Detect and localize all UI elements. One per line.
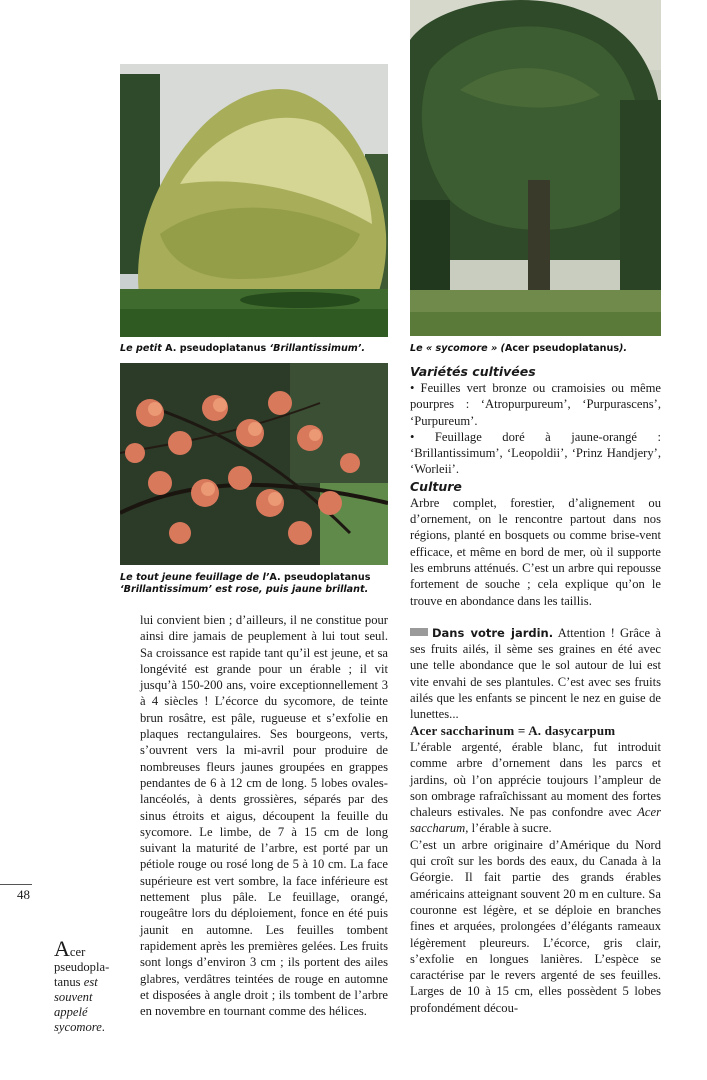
species-heading-saccharinum: Acer saccharinum = A. dasycarpum <box>410 722 616 738</box>
page-number: 48 <box>17 887 30 902</box>
varietes-heading: Variétés cultivées <box>410 364 536 379</box>
jardin-paragraph: Dans votre jardin. Attention ! Grâce à ses fruits ailés, il sème ses graines en été avec une telle abondance que le sol autour de lui est vite envahi de ses plantules. C’est avec ses fruits ailés que les enfants se pincent le nez en guise de lunettes... <box>410 625 661 722</box>
saccharinum-paragraph-1: L’érable argenté, érable blanc, fut introduit comme arbre d’ornement dans les parcs et jardins, où l’on apprécie toujours l’ampleur de son ombrage rafraîchissant au moment des fortes chaleurs estivales. Ne pas confondre avec Acer saccharum, l’érable à sucre. <box>410 739 661 836</box>
varietes-item-2: • Feuillage doré à jaune-orangé : ‘Brillantissimum’, ‘Leopoldii’, ‘Prinz Handjery’, ‘Worleii’. <box>410 429 661 477</box>
photo-sycomore-tree <box>410 0 661 336</box>
section-marker <box>410 628 428 636</box>
saccharinum-paragraph-2: C’est un arbre originaire d’Amérique du Nord qui croît sur les bords des eaux, du Canada à la Géorgie. Il fait partie des grands érables américains atteignant souvent 20 m en culture. Sa couronne est légère, et se déploie en branches fines et arquées, prolongées d’élégants rameaux légèrement pleureurs. L’écorce, gris clair, s’exfolie en longues lanières. L’espèce se caractérise par le revers argenté de ses feuilles. Larges de 10 à 15 cm, elles possèdent 5 lobes profondément décou- <box>410 837 661 1015</box>
middle-paragraph: lui convient bien ; d’ailleurs, il ne constitue pour ainsi dire jamais de peuplement à lui tout seul. Sa croissance est rapide tant qu’il est jeune, et sa longévité est grande pour un érable ; il vit jusqu’à 150-200 ans, voire exceptionnellement 3 à 4 siècles ! L’écorce du sycomore, de teinte brun rosâtre, est pâle, rugueuse et s’exfolie en plaques rectangulaires. Ses bourgeons, verts, s’ouvrent vers la mi-avril pour produire de nombreuses fleurs jaunes groupées en grappes pendantes de 6 à 12 cm de long. 5 lobes ovales-lancéolés, à dents grossières, séparés par des sinus étroits et aigus, découpent la feuille du sycomore. Le limbe, de 7 à 15 cm de long suivant la maturité de l’arbre, est porté par un pétiole rouge ou rosé long de 5 à 10 cm. La face supérieure est vert sombre, la face inférieure est nettement plus pâle. Le feuillage, orangé, rougeâtre lors du déploiement, fonce en été puis jaunit en automne. Les feuilles tombent rapidement après les premières gelées. Les fruits sont longs d’environ 3 cm ; ils portent des ailes glabres, verdâtres teintées de rouge en automne et disposées à angle droit ; ils tombent de l’arbre en novembre en tournant comme des hélices. <box>140 613 388 1019</box>
culture-heading: Culture <box>410 478 462 494</box>
right-column-text <box>410 363 661 1016</box>
photo-brillantissimum-tree <box>120 64 388 337</box>
varietes-item-1: • Feuilles vert bronze ou cramoisies ou même pourpres : ‘Atropurpureum’, ‘Purpurascens’, ‘Purpureum’. <box>410 381 661 428</box>
side-note: Acer pseudopla- tanus est souvent appelé sycomore. <box>54 936 110 1034</box>
caption-sycomore: Le « sycomore » (Acer pseudoplatanus). <box>410 343 628 354</box>
middle-column-text <box>140 612 388 1019</box>
caption-young-foliage: Le tout jeune feuillage de l’A. pseudoplatanus ‘Brillantissimum’ est rose, puis jaune brillant. <box>120 572 371 595</box>
caption-brillantissimum: Le petit A. pseudoplatanus ‘Brillantissimum’. <box>120 343 366 354</box>
culture-paragraph: Arbre complet, forestier, d’alignement ou d’ornement, on le rencontre partout dans nos régions, planté en bosquets ou comme brise-vent efficace, et même en bord de mer, où il supporte les embruns atténués. C’est un arbre qui repousse fortement de souche ; cela explique qu’on le trouve en abondance dans les taillis. <box>410 495 661 608</box>
page-rule <box>0 884 32 885</box>
photo-young-foliage <box>120 363 388 565</box>
